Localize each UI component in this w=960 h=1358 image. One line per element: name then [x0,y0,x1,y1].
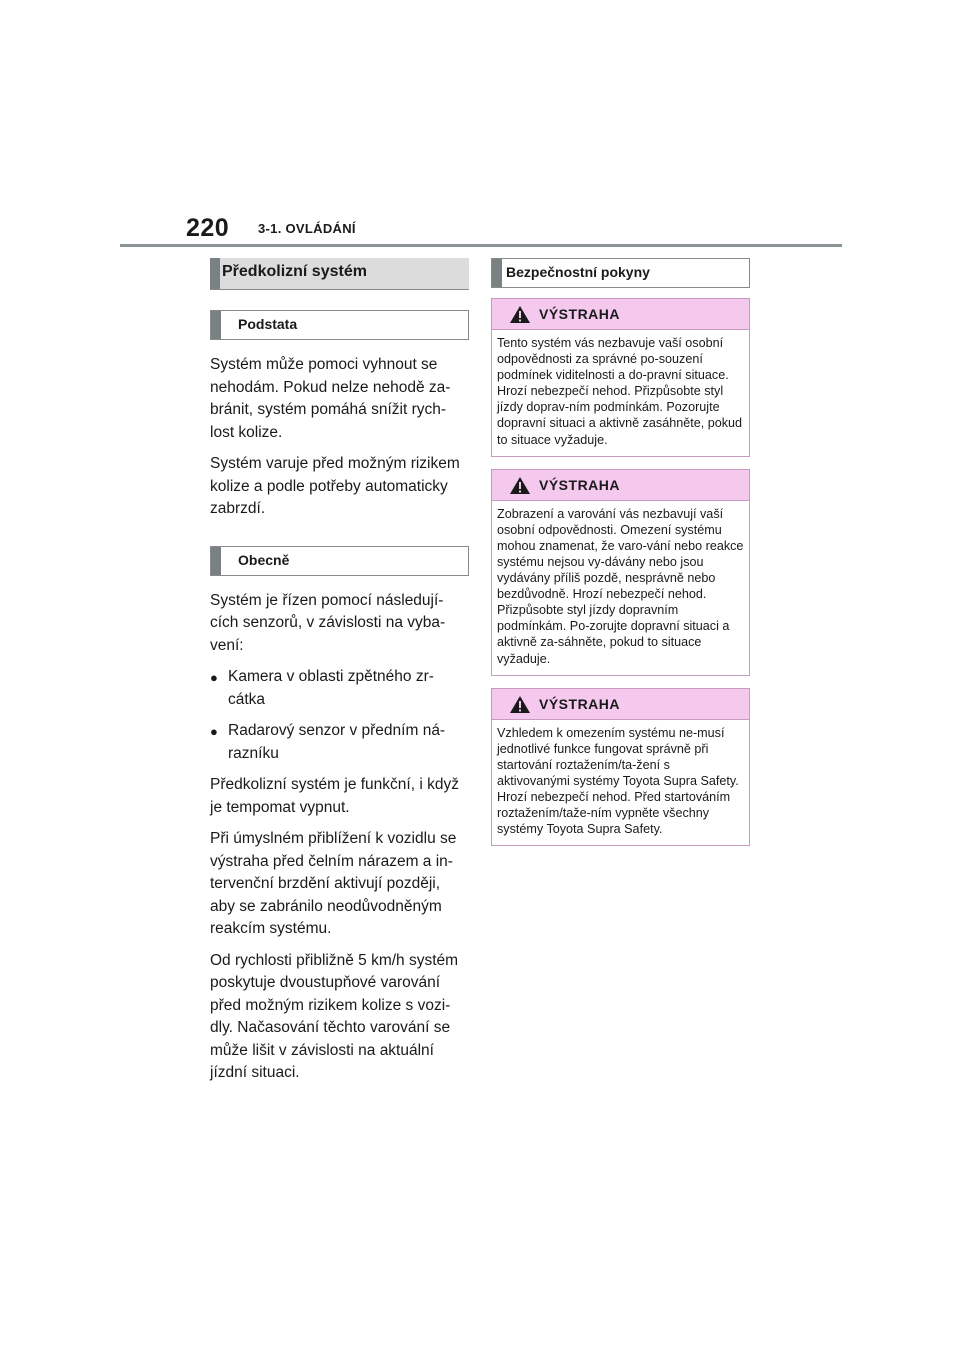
warning-triangle-icon [509,695,531,714]
warning-text: Vzhledem k omezením systému ne-musí jednotlivé funkce fungovat správně při startování roztažením/ta-žení s aktivovanými systémy Toyota Supra Safety. Hrozí nebezpečí nehod. Před startováním roztažením/taže-ním vypněte všechny systémy Toyota Supra Safety. [497,725,739,837]
heading-bar [210,258,220,289]
warning-text: Tento systém vás nezbavuje vaší osobní odpovědnosti za správné po-souzení podmínek viditelnosti a do-pravní situace. Hrozí nebezpečí nehod. Přizpůsobte styl jízdy doprav-ním podmínkám. Pozorujte dopravní situaci a aktivně zasáhněte, pokud to situace vyžaduje. [497,336,743,447]
subheading-text: Podstata [238,316,298,332]
right-column [491,258,750,846]
heading-bar [492,259,502,287]
warning-box [491,298,750,457]
paragraph: Systém může pomoci vyhnout se nehodám. Pokud nelze nehodě za-bránit, systém pomáhá snížit rych-lost kolize. [210,356,451,441]
subheading-text: Obecně [238,551,290,568]
paragraph: Systém je řízen pomocí následují-cích senzorů, v závislosti na vyba-vení: [210,591,446,654]
warning-triangle-icon [509,305,531,324]
warning-header [492,299,749,330]
chapter-title: 3-1. OVLÁDÁNÍ [258,221,356,236]
warning-box [491,688,750,847]
list-item [210,666,469,711]
heading-bar [211,547,221,575]
warning-box [491,469,750,676]
heading-bar [211,311,221,339]
warning-triangle-icon [509,476,531,495]
bullet-dot-icon: ● [210,670,218,685]
warning-title: VÝSTRAHA [539,306,621,322]
subheading-text: Bezpečnostní pokyny [506,264,650,280]
warning-title: VÝSTRAHA [539,695,621,712]
header-divider [120,244,842,247]
subheading-obecne [210,546,469,576]
bullet-dot-icon: ● [210,724,218,739]
paragraph: Při úmyslném přiblížení k vozidlu se výstraha před čelním nárazem a in-tervenční brzdění aktivují později, aby se zabránilo neodůvodněným reakcím systému. [210,830,457,937]
list-item-text: Radarový senzor v předním ná-razníku [228,722,446,762]
paragraph: Systém varuje před možným rizikem kolize a podle potřeby automaticky zabrzdí. [210,455,460,517]
paragraph: Předkolizní systém je funkční, i když je tempomat vypnut. [210,776,459,816]
warning-header [492,689,749,720]
left-column [210,258,469,1085]
warning-header [492,470,749,501]
list-item [210,720,469,765]
warning-text: Zobrazení a varování vás nezbavují vaší osobní odpovědnosti. Omezení systému mohou znamenat, že varo-vání nebo reakce systému nejsou vy-dávány nebo jsou vydávány příliš pozdě, nesprávně nebo bezdůvodně. Hrozí nebezpečí nehod. Přizpůsobte styl jízdy dopravním podmínkám. Po-zorujte dopravní situaci a aktivně za-sáhněte, pokud to situace vyžaduje. [497,506,744,666]
list-item-text: Kamera v oblasti zpětného zr-cátka [228,668,434,708]
section-heading [210,258,469,290]
section-heading-text: Předkolizní systém [222,263,367,280]
subheading-podstata [210,310,469,340]
section-heading-safety [491,258,750,288]
page-number: 220 [186,214,230,242]
paragraph: Od rychlosti přibližně 5 km/h systém poskytuje dvoustupňové varování před možným rizikem kolize s vozi-dly. Načasování těchto varování se může lišit v závislosti na aktuální jízdní situaci. [210,951,459,1081]
warning-title: VÝSTRAHA [539,476,621,493]
